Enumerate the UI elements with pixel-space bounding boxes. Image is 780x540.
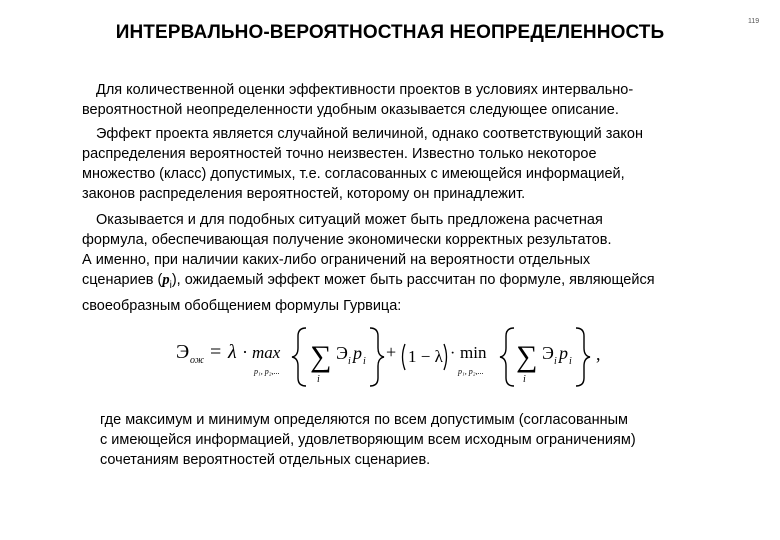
text-line: формула, обеспечивающая получение экономически корректных результатов. bbox=[82, 232, 612, 248]
formula-min-sub: p₁, p₂,... bbox=[458, 367, 484, 376]
text-line: законов распределения вероятностей, которому он принадлежит. bbox=[82, 186, 526, 202]
slide-title: ИНТЕРВАЛЬНО-ВЕРОЯТНОСТНАЯ НЕОПРЕДЕЛЕННОСТЬ bbox=[115, 22, 665, 43]
text-fragment: сценариев ( bbox=[82, 272, 163, 288]
term-p-2: p bbox=[559, 343, 568, 363]
formula-graphic bbox=[176, 322, 616, 392]
term-p-sub-1: i bbox=[363, 356, 366, 367]
text-line bbox=[82, 270, 655, 296]
term-E-2: Э bbox=[542, 343, 554, 363]
formula-min: min bbox=[460, 343, 487, 362]
paren-close bbox=[444, 344, 447, 370]
brace-close-2 bbox=[576, 328, 590, 386]
formula-lambda: λ bbox=[228, 341, 237, 363]
sum-index-2: i bbox=[523, 374, 526, 385]
brace-close-1 bbox=[370, 328, 384, 386]
probability-symbol: p bbox=[162, 272, 170, 288]
text-line: Оказывается и для подобных ситуаций может быть предложена расчетная bbox=[96, 212, 603, 228]
formula-plus: + bbox=[386, 342, 397, 362]
term-E-sub-2: i bbox=[554, 356, 557, 367]
formula-equals: = bbox=[210, 341, 222, 363]
formula-lhs-sub: ож bbox=[190, 355, 205, 366]
formula-comma: , bbox=[596, 344, 601, 364]
term-p-1: p bbox=[353, 343, 362, 363]
text-line: множество (класс) допустимых, т.е. согласованных с имеющейся информацией, bbox=[82, 166, 625, 182]
paragraph-formula-intro bbox=[82, 210, 655, 316]
hurwicz-formula bbox=[176, 322, 616, 392]
formula-max: max bbox=[252, 343, 281, 362]
brace-open-2 bbox=[500, 328, 514, 386]
text-line: вероятностной неопределенности удобным оказывается следующее описание. bbox=[82, 102, 619, 118]
text-line: распределения вероятностей точно неизвестен. Известно только некоторое bbox=[82, 146, 597, 162]
text-line: сочетаниям вероятностей отдельных сценариев. bbox=[100, 452, 431, 468]
paragraph-intro bbox=[82, 80, 633, 120]
paragraph-explanation bbox=[100, 410, 636, 470]
text-line: своеобразным обобщением формулы Гурвица: bbox=[82, 297, 402, 314]
formula-max-sub: p₁, p₂,... bbox=[254, 367, 280, 376]
formula-dot: · bbox=[242, 342, 248, 362]
brace-open-1 bbox=[292, 328, 306, 386]
paragraph-effect bbox=[82, 124, 643, 204]
paren-open bbox=[403, 344, 406, 370]
term-E-sub-1: i bbox=[348, 356, 351, 367]
text-fragment: ), ожидаемый эффект может быть рассчитан по формуле, являющейся bbox=[171, 272, 655, 288]
sum-symbol-2: ∑ bbox=[516, 340, 538, 373]
sum-symbol-1: ∑ bbox=[310, 340, 332, 373]
formula-one-minus-lambda: 1 − λ bbox=[408, 347, 443, 366]
formula-dot-2: · bbox=[450, 345, 456, 362]
text-line: А именно, при наличии каких-либо ограничений на вероятности отдельных bbox=[82, 252, 591, 268]
page-number: 119 bbox=[748, 18, 760, 25]
text-line: где максимум и минимум определяются по всем допустимым (согласованным bbox=[100, 412, 628, 428]
text-line: с имеющейся информацией, удовлетворяющим всем исходным ограничениям) bbox=[100, 432, 636, 448]
probability-subscript: i bbox=[169, 279, 172, 291]
sum-index-1: i bbox=[317, 374, 320, 385]
term-p-sub-2: i bbox=[569, 356, 572, 367]
text-line: Для количественной оценки эффективности проектов в условиях интервально- bbox=[96, 82, 634, 98]
text-line: Эффект проекта является случайной величиной, однако соответствующий закон bbox=[96, 126, 644, 142]
term-E-1: Э bbox=[336, 343, 348, 363]
formula-lhs: Э bbox=[176, 341, 190, 363]
